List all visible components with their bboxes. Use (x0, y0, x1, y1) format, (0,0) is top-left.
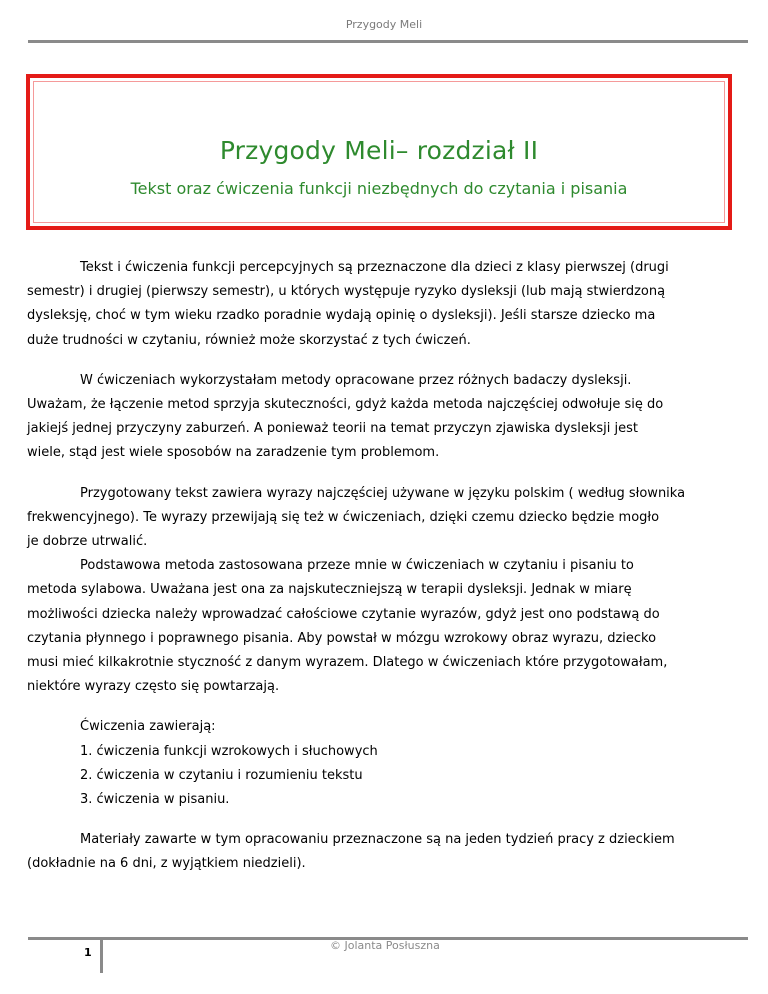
paragraph-text-words (27, 482, 743, 555)
paragraph-materials (27, 828, 743, 876)
document-title: Przygody Meli– rozdział II (219, 136, 539, 165)
paragraph-syllable-method (27, 554, 743, 699)
list-item: 3. ćwiczenia w pisaniu. (80, 792, 230, 808)
copyright-notice: © Jolanta Posłuszna (330, 939, 440, 952)
text-line: niektóre wyrazy często się powtarzają. (27, 679, 280, 695)
text-line: je dobrze utrwalić. (27, 534, 148, 550)
text-line: semestr) i drugiej (pierwszy semestr), u których występuje ryzyko dysleksji (lub mają stwierdzoną (27, 284, 666, 300)
text-line: czytania płynnego i poprawnego pisania. Aby powstał w mózgu wzrokowy obraz wyrazu, dziecko (27, 630, 657, 646)
list-item: 2. ćwiczenia w czytaniu i rozumieniu tekstu (80, 767, 363, 783)
running-header: Przygody Meli (345, 18, 423, 31)
paragraph-intro (27, 256, 743, 353)
list-item: 1. ćwiczenia funkcji wzrokowych i słuchowych (80, 743, 378, 759)
header-rule (28, 40, 748, 43)
text-line: wiele, stąd jest wiele sposobów na zaradzenie tym problemom. (27, 445, 440, 461)
text-line: Podstawowa metoda zastosowana przeze mnie w ćwiczeniach w czytaniu i pisaniu to (80, 558, 634, 574)
exercise-list-heading: Ćwiczenia zawierają: (80, 719, 216, 735)
text-line: musi mieć kilkakrotnie styczność z danym wyrazem. Dlatego w ćwiczeniach które przygotowałam, (27, 655, 668, 671)
document-subtitle: Tekst oraz ćwiczenia funkcji niezbędnych do czytania i pisania (130, 179, 628, 198)
text-line: dysleksję, choć w tym wieku rzadko poradnie wydają opinię o dysleksji). Jeśli starsze dziecko ma (27, 308, 656, 324)
text-line: frekwencyjnego). Te wyrazy przewijają się też w ćwiczeniach, dzięki czemu dziecko będzie mogło (27, 509, 660, 525)
text-line: możliwości dziecka należy wprowadzać całościowe czytanie wyrazów, gdyż jest ono podstawą do (27, 606, 660, 622)
text-line: metoda sylabowa. Uważana jest ona za najskuteczniejszą w terapii dysleksji. Jednak w miarę (27, 582, 632, 598)
text-line: duże trudności w czytaniu, również może skorzystać z tych ćwiczeń. (27, 332, 471, 348)
footer-divider (100, 937, 103, 973)
text-line: Uważam, że łączenie metod sprzyja skuteczności, gdyż każda metoda najczęściej odwołuje się do (27, 397, 664, 413)
page-number: 1 (84, 946, 92, 959)
paragraph-methods (27, 369, 743, 466)
text-line: W ćwiczeniach wykorzystałam metody opracowane przez różnych badaczy dysleksji. (80, 372, 632, 388)
text-line: Przygotowany tekst zawiera wyrazy najczęściej używane w języku polskim ( według słownika (80, 485, 686, 501)
text-line: (dokładnie na 6 dni, z wyjątkiem niedzieli). (27, 856, 306, 872)
title-box (26, 74, 732, 230)
text-line: jakiejś jednej przyczyny zaburzeń. A ponieważ teorii na temat przyczyn zjawiska dysleksji jest (27, 421, 638, 437)
document-body (27, 256, 743, 877)
text-line: Materiały zawarte w tym opracowaniu przeznaczone są na jeden tydzień pracy z dzieckiem (80, 832, 675, 848)
text-line: Tekst i ćwiczenia funkcji percepcyjnych są przeznaczone dla dzieci z klasy pierwszej (drugi (80, 260, 669, 275)
exercise-list (27, 715, 743, 812)
